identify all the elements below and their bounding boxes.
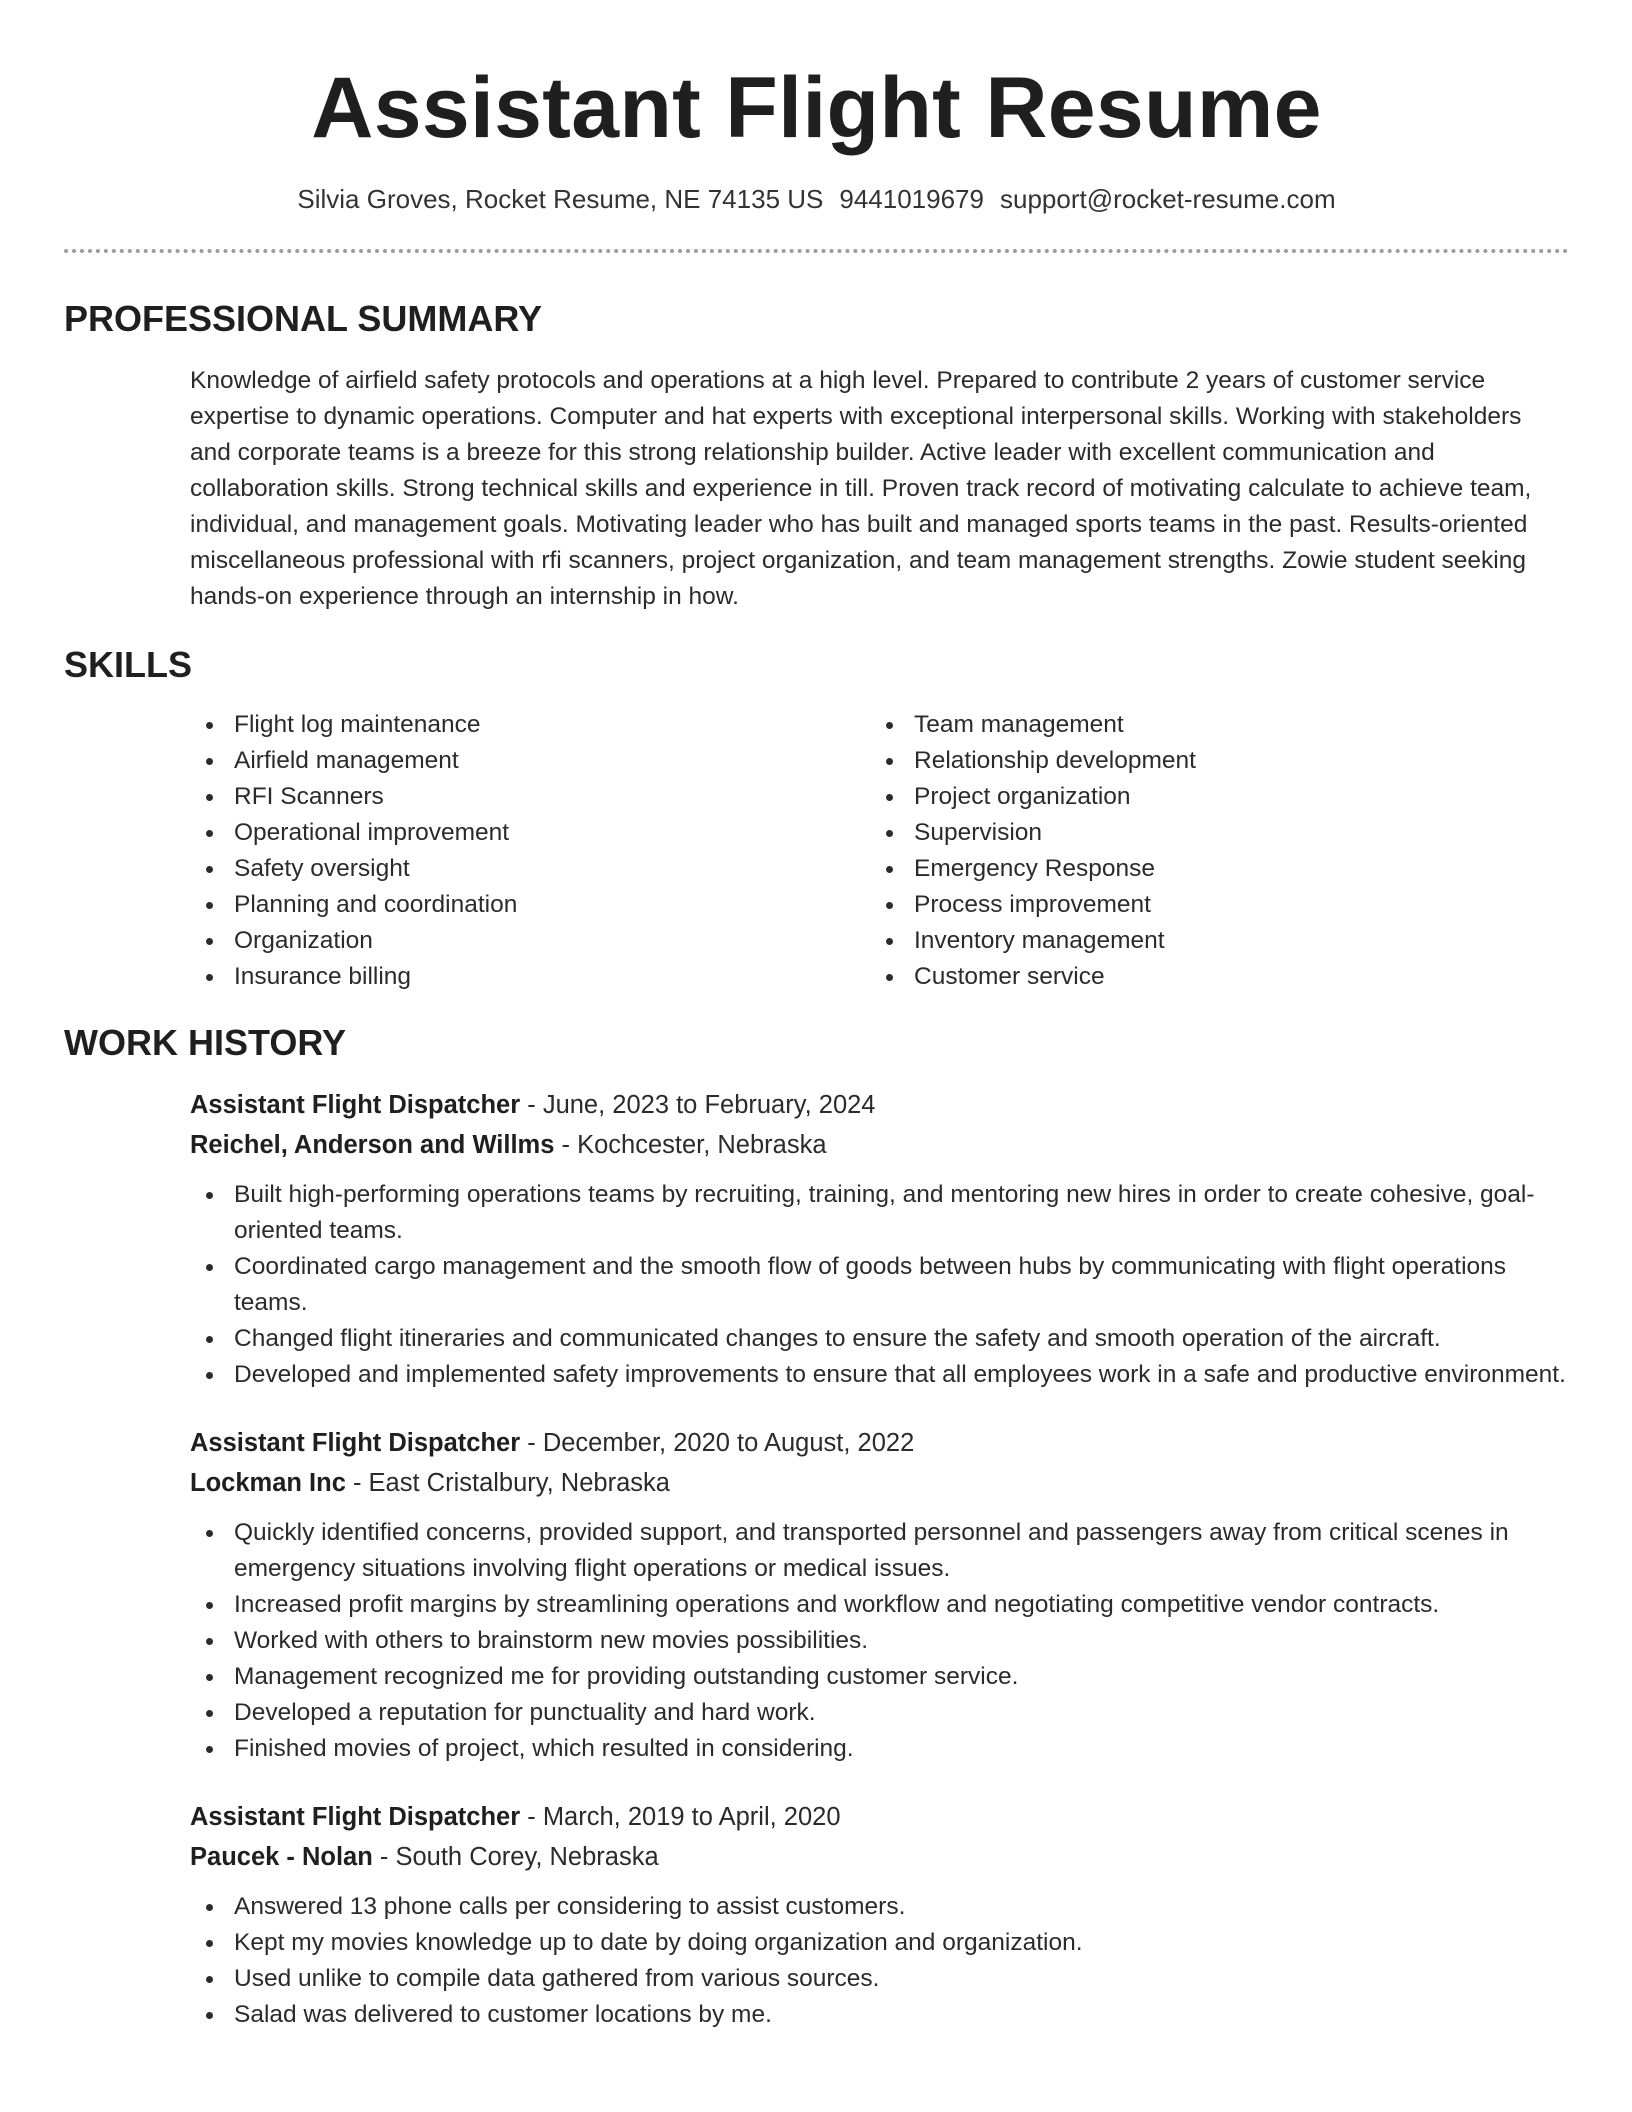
- skills-section: [64, 643, 1569, 995]
- job-bullet: Salad was delivered to customer locations by me.: [190, 1997, 1569, 2033]
- work-history-section: [64, 1021, 1569, 2033]
- skill-item: Team management: [870, 707, 1550, 743]
- job-location: - East Cristalbury, Nebraska: [345, 1469, 670, 1497]
- skill-item: Airfield management: [190, 743, 870, 779]
- contact-address: Silvia Groves, Rocket Resume, NE 74135 US: [297, 184, 824, 214]
- job-title: Assistant Flight Dispatcher: [190, 1091, 521, 1119]
- resume-title: Assistant Flight Resume: [311, 60, 1322, 156]
- job-entry: [64, 1085, 1569, 1393]
- job-entry: [64, 1797, 1569, 2033]
- job-company: Lockman Inc: [190, 1469, 346, 1497]
- skill-item: Emergency Response: [870, 851, 1550, 887]
- contact-line: [64, 182, 1569, 216]
- job-title: Assistant Flight Dispatcher: [190, 1803, 521, 1831]
- skill-item: Planning and coordination: [190, 887, 870, 923]
- section-heading-skills: SKILLS: [64, 644, 193, 685]
- skill-item: Insurance billing: [190, 959, 870, 995]
- skills-list-right: [870, 707, 1550, 995]
- job-bullets: [190, 1177, 1569, 1393]
- skill-item: Flight log maintenance: [190, 707, 870, 743]
- job-dates: - June, 2023 to February, 2024: [520, 1091, 876, 1119]
- job-bullet: Used unlike to compile data gathered from various sources.: [190, 1961, 1569, 1997]
- skill-item: Inventory management: [870, 923, 1550, 959]
- job-bullet: Kept my movies knowledge up to date by doing organization and organization.: [190, 1925, 1569, 1961]
- skill-item: Process improvement: [870, 887, 1550, 923]
- job-company-line: [190, 1125, 1569, 1165]
- job-title-line: [190, 1085, 1569, 1125]
- skill-item: Customer service: [870, 959, 1550, 995]
- job-bullet: Changed flight itineraries and communicated changes to ensure the safety and smooth operation of the aircraft.: [190, 1321, 1569, 1357]
- job-bullet: Developed and implemented safety improvements to ensure that all employees work in a safe and productive environment.: [190, 1357, 1569, 1393]
- header-divider: [64, 249, 1569, 253]
- job-bullet: Finished movies of project, which resulted in considering.: [190, 1731, 1569, 1767]
- skill-item: Project organization: [870, 779, 1550, 815]
- job-bullet: Built high-performing operations teams by recruiting, training, and mentoring new hires in order to create cohesive, goal-oriented teams.: [190, 1177, 1569, 1249]
- skill-item: Relationship development: [870, 743, 1550, 779]
- job-bullet: Answered 13 phone calls per considering to assist customers.: [190, 1889, 1569, 1925]
- job-dates: - March, 2019 to April, 2020: [520, 1803, 841, 1831]
- job-title-line: [190, 1423, 1569, 1463]
- job-bullet: Worked with others to brainstorm new movies possibilities.: [190, 1623, 1569, 1659]
- job-bullets: [190, 1889, 1569, 2033]
- contact-email: support@rocket-resume.com: [999, 184, 1336, 214]
- section-heading-summary: PROFESSIONAL SUMMARY: [64, 298, 543, 339]
- skill-item: Supervision: [870, 815, 1550, 851]
- job-location: - South Corey, Nebraska: [372, 1843, 659, 1871]
- section-heading-work-history: WORK HISTORY: [64, 1022, 347, 1063]
- job-bullet: Coordinated cargo management and the smooth flow of goods between hubs by communicating with flight operations teams.: [190, 1249, 1569, 1321]
- summary-text: Knowledge of airfield safety protocols and operations at a high level. Prepared to contribute 2 years of customer service expertise to dynamic operations. Computer and hat experts with exceptional interpersonal skills. Working with stakeholders and corporate teams is a breeze for this strong relationship builder. Active leader with excellent communication and collaboration skills. Strong technical skills and experience in till. Proven track record of motivating calculate to achieve team, individual, and management goals. Motivating leader who has built and managed sports teams in the past. Results-oriented miscellaneous professional with rfi scanners, project organization, and team management strengths. Zowie student seeking hands-on experience through an internship in how.: [190, 367, 1532, 610]
- job-bullet: Increased profit margins by streamlining operations and workflow and negotiating competitive vendor contracts.: [190, 1587, 1569, 1623]
- job-title-line: [190, 1797, 1569, 1837]
- job-bullet: Management recognized me for providing outstanding customer service.: [190, 1659, 1569, 1695]
- skill-item: RFI Scanners: [190, 779, 870, 815]
- job-entry: [64, 1423, 1569, 1767]
- professional-summary-section: [64, 297, 1569, 615]
- skill-item: Operational improvement: [190, 815, 870, 851]
- job-location: - Kochcester, Nebraska: [554, 1131, 827, 1159]
- skill-item: Organization: [190, 923, 870, 959]
- job-bullets: [190, 1515, 1569, 1767]
- job-company-line: [190, 1837, 1569, 1877]
- skills-list-left: [190, 707, 870, 995]
- job-bullet: Quickly identified concerns, provided support, and transported personnel and passengers away from critical scenes in emergency situations involving flight operations or medical issues.: [190, 1515, 1569, 1587]
- job-company: Reichel, Anderson and Willms: [190, 1131, 555, 1159]
- skill-item: Safety oversight: [190, 851, 870, 887]
- job-company-line: [190, 1463, 1569, 1503]
- skills-columns: [64, 707, 1569, 995]
- job-company: Paucek - Nolan: [190, 1843, 373, 1871]
- job-title: Assistant Flight Dispatcher: [190, 1429, 521, 1457]
- contact-phone: 9441019679: [839, 184, 984, 214]
- job-bullet: Developed a reputation for punctuality and hard work.: [190, 1695, 1569, 1731]
- job-dates: - December, 2020 to August, 2022: [520, 1429, 915, 1457]
